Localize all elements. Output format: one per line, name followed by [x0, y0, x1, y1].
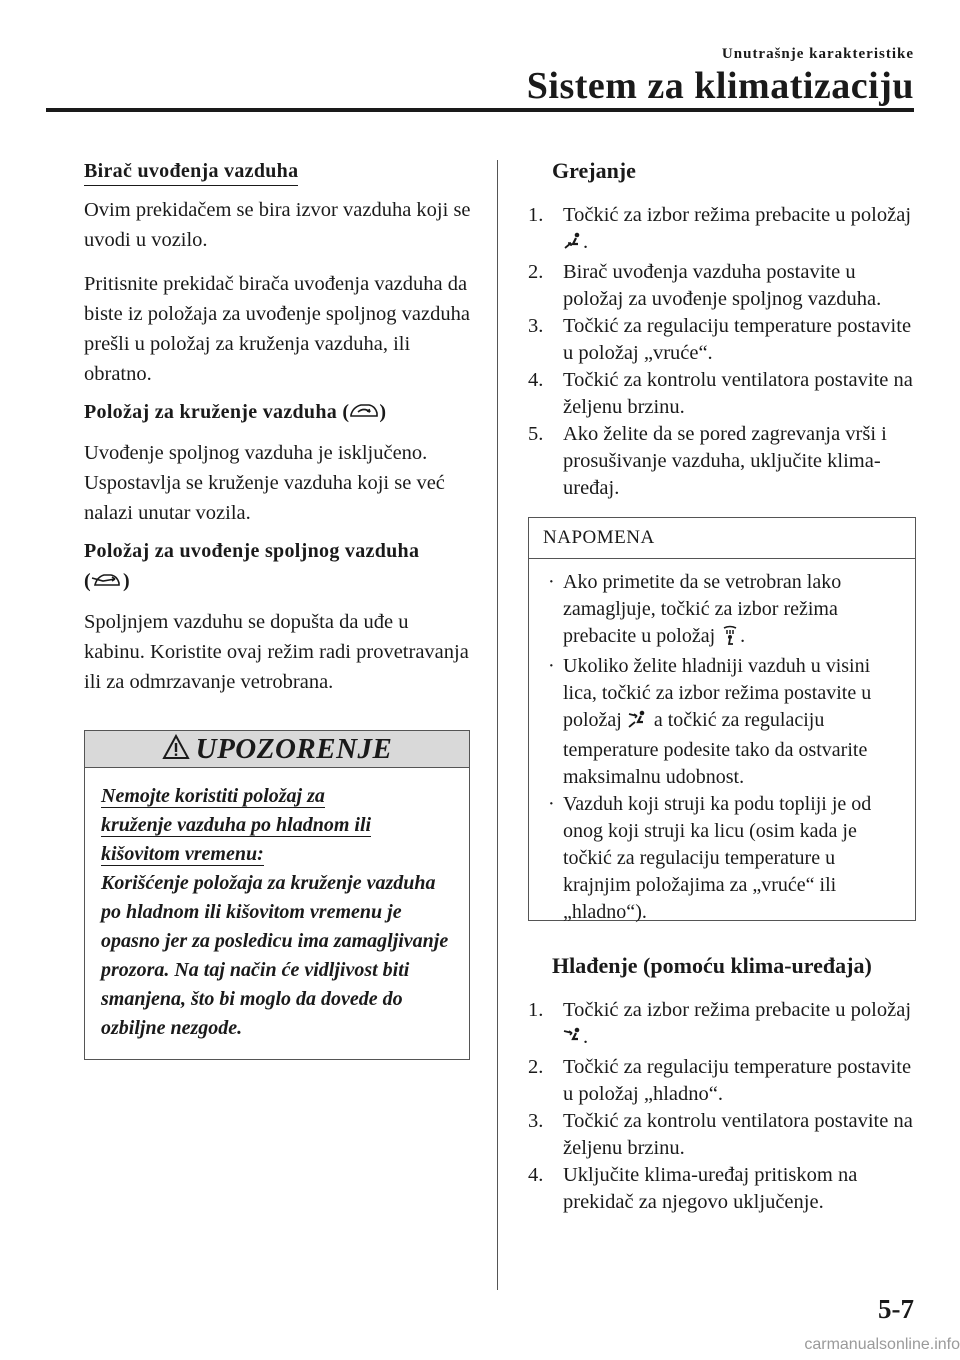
heating-step-3: 3. Točkić za regulaciju temperature postavite u položaj „vruće“.	[528, 315, 912, 364]
cooling-step-3: 3. Točkić za kontrolu ventilatora postavite na željenu brzinu.	[528, 1110, 913, 1159]
note-bullet-2: · Ukoliko želite hladniji vazduh u visini lica, točkić za izbor režima postavite u položaj a točkić za regulaciju temperature podesite tako da ostvarite maksimalnu udobnost.	[548, 655, 872, 788]
cooling-step-4: 4. Uključite klima-uređaj pritiskom na prekidač za njegovo uključenje.	[528, 1164, 858, 1213]
watermark: carmanualsonline.info	[804, 1336, 960, 1353]
warning-text: Korišćenje položaja za kruženje vazduha po hladnom ili kišovitom vremenu je opasno jer za posledicu ima zamagljivanje prozora. Na taj način će vidljivost biti smanjena, što bi moglo da dovede do ozbiljne nezgode.	[101, 872, 449, 1039]
cooling-step-1: 1. Točkić za izbor režima prebacite u položaj .	[528, 997, 918, 1054]
note-box	[528, 517, 916, 921]
recirculation-heading: Položaj za kruženje vazduha ( )	[84, 397, 474, 430]
heating-step-1: 1. Točkić za izbor režima prebacite u položaj .	[528, 202, 918, 259]
recirculation-description: Uvođenje spoljnog vazduha je isključeno. Uspostavlja se kruženje vazduha koji se već nalazi unutar vozila.	[84, 442, 445, 524]
cooling-step-2: 2. Točkić za regulaciju temperature postavite u položaj „hladno“.	[528, 1056, 912, 1105]
cooling-heading: Hlađenje (pomoću klima-uređaja)	[552, 953, 872, 978]
intake-selector-heading: Birač uvođenja vazduha	[84, 160, 474, 183]
heating-step-4: 4. Točkić za kontrolu ventilatora postavite na željenu brzinu.	[528, 369, 913, 418]
heating-step-2: 2. Birač uvođenja vazduha postavite u položaj za uvođenje spoljnog vazduha.	[528, 261, 882, 310]
warning-body	[85, 768, 469, 1043]
intake-selector-instructions: Pritisnite prekidač birača uvođenja vazduha da biste iz položaja za uvođenje spoljnog vazduha prešli u položaj za kruženja vazduha, ili obratno.	[84, 273, 470, 385]
section-title: Sistem za klimatizaciju	[526, 65, 914, 107]
car-fresh-air-icon	[91, 569, 123, 599]
fresh-air-description: Spoljnjem vazduhu se dopušta da uđe u kabinu. Koristite ovaj režim radi provetravanja ili za odmrzavanje vetrobrana.	[84, 611, 469, 693]
right-column-heating	[528, 158, 918, 502]
note-bullet-1: · Ako primetite da se vetrobran lako zamagljuje, točkić za izbor režima prebacite u položaj .	[543, 569, 905, 653]
face-vent-icon	[563, 1026, 583, 1054]
page-number: 5-7	[878, 1294, 914, 1324]
note-body	[529, 559, 915, 926]
warning-box	[84, 730, 470, 1060]
warning-title: UPOZORENJE	[195, 732, 393, 765]
left-column	[84, 160, 474, 697]
bilevel-vent-icon	[627, 709, 649, 737]
intake-selector-description: Ovim prekidačem se bira izvor vazduha koji se uvodi u vozilo.	[84, 199, 471, 251]
warning-line-3: kišovitom vremenu:	[101, 843, 264, 865]
car-recirculation-icon	[349, 400, 379, 430]
right-column-cooling	[528, 953, 918, 1216]
defrost-floor-icon	[720, 625, 740, 653]
warning-header	[85, 731, 469, 768]
heating-heading: Grejanje	[552, 158, 636, 183]
note-bullet-3: · Vazduh koji struji ka podu topliji je od onog koji struji ka licu (osim kada je točkić za regulaciju temperature u krajnjim položajima za „vruće“ ili „hladno“).	[548, 793, 872, 923]
warning-triangle-icon	[162, 734, 190, 765]
warning-line-2: kruženje vazduha po hladnom ili	[101, 814, 372, 836]
note-title: NAPOMENA	[529, 518, 915, 559]
chapter-title: Unutrašnje karakteristike	[721, 46, 914, 62]
column-divider	[497, 160, 498, 1290]
header-rule	[46, 108, 914, 112]
cooling-steps	[528, 997, 918, 1216]
heating-steps	[528, 202, 918, 502]
fresh-air-heading: Položaj za uvođenje spoljnog vazduha ( )	[84, 536, 474, 599]
warning-line-1: Nemojte koristiti položaj za	[101, 785, 325, 807]
floor-vent-icon	[563, 231, 583, 259]
heating-step-5: 5. Ako želite da se pored zagrevanja vrši i prosušivanje vazduha, uključite klima-uređaj.	[528, 423, 887, 499]
